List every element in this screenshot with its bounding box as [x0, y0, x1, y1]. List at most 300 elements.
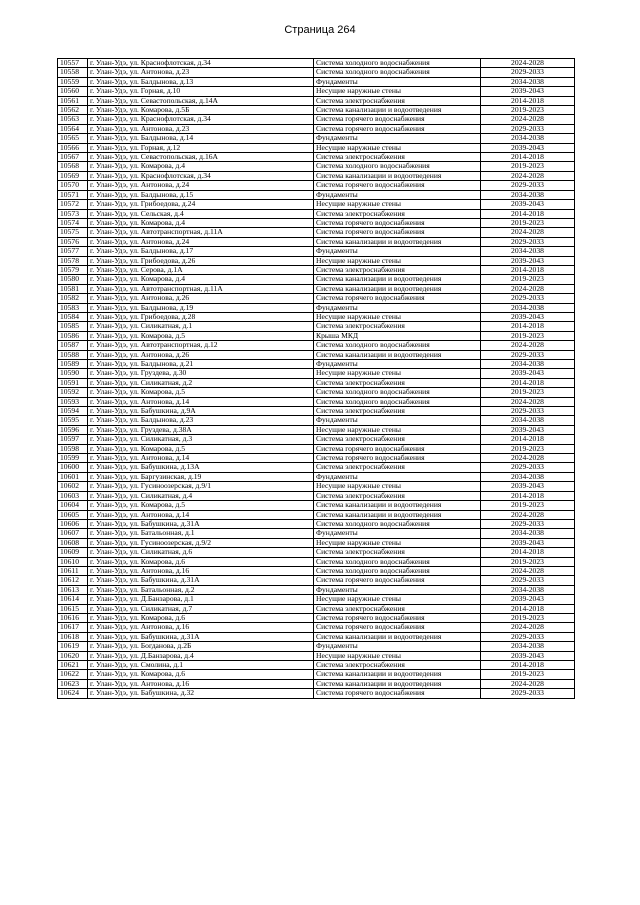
address-cell: г. Улан-Удэ, ул. Батальонная, д.1 — [88, 529, 314, 538]
repair-period-cell: 2034-2038 — [481, 529, 575, 538]
repair-period-cell: 2014-2018 — [481, 604, 575, 613]
table-row — [58, 613, 575, 622]
registry-table-body — [58, 59, 575, 699]
record-id-cell: 10561 — [58, 96, 88, 105]
record-id-cell: 10618 — [58, 632, 88, 641]
record-id-cell: 10607 — [58, 529, 88, 538]
building-system-cell: Система горячего водоснабжения — [314, 689, 481, 698]
table-row — [58, 171, 575, 180]
record-id-cell: 10559 — [58, 77, 88, 86]
record-id-cell: 10565 — [58, 134, 88, 143]
address-cell: г. Улан-Удэ, ул. Груздева, д.38А — [88, 425, 314, 434]
address-cell: г. Улан-Удэ, ул. Силикатная, д.4 — [88, 491, 314, 500]
record-id-cell: 10562 — [58, 106, 88, 115]
address-cell: г. Улан-Удэ, ул. Краснофлотская, д.34 — [88, 171, 314, 180]
table-row — [58, 341, 575, 350]
repair-period-cell: 2029-2033 — [481, 632, 575, 641]
record-id-cell: 10605 — [58, 510, 88, 519]
address-cell: г. Улан-Удэ, ул. Комарова, д.5 — [88, 388, 314, 397]
table-row — [58, 369, 575, 378]
table-row — [58, 77, 575, 86]
repair-period-cell: 2034-2038 — [481, 77, 575, 86]
building-system-cell: Несущие наружные стены — [314, 482, 481, 491]
address-cell: г. Улан-Удэ, ул. Антонова, д.14 — [88, 454, 314, 463]
record-id-cell: 10597 — [58, 435, 88, 444]
table-row — [58, 294, 575, 303]
record-id-cell: 10615 — [58, 604, 88, 613]
address-cell: г. Улан-Удэ, ул. Антонова, д.16 — [88, 679, 314, 688]
record-id-cell: 10592 — [58, 388, 88, 397]
building-system-cell: Система электроснабжения — [314, 661, 481, 670]
building-system-cell: Система холодного водоснабжения — [314, 162, 481, 171]
building-system-cell: Система электроснабжения — [314, 265, 481, 274]
address-cell: г. Улан-Удэ, ул. Комарова, д.6 — [88, 613, 314, 622]
record-id-cell: 10598 — [58, 444, 88, 453]
address-cell: г. Улан-Удэ, ул. Гусиноозерская, д.9/2 — [88, 538, 314, 547]
record-id-cell: 10616 — [58, 613, 88, 622]
building-system-cell: Несущие наружные стены — [314, 595, 481, 604]
record-id-cell: 10613 — [58, 585, 88, 594]
table-row — [58, 397, 575, 406]
address-cell: г. Улан-Удэ, ул. Бабушкина, д.31А — [88, 576, 314, 585]
table-row — [58, 68, 575, 77]
record-id-cell: 10611 — [58, 566, 88, 575]
repair-period-cell: 2029-2033 — [481, 407, 575, 416]
record-id-cell: 10591 — [58, 378, 88, 387]
repair-period-cell: 2039-2043 — [481, 651, 575, 660]
record-id-cell: 10619 — [58, 642, 88, 651]
address-cell: г. Улан-Удэ, ул. Баргузинская, д.19 — [88, 472, 314, 481]
table-row — [58, 190, 575, 199]
building-system-cell: Система электроснабжения — [314, 407, 481, 416]
address-cell: г. Улан-Удэ, ул. Смолина, д.1 — [88, 661, 314, 670]
repair-period-cell: 2019-2023 — [481, 162, 575, 171]
building-system-cell: Система канализации и водоотведения — [314, 679, 481, 688]
record-id-cell: 10579 — [58, 265, 88, 274]
building-system-cell: Система канализации и водоотведения — [314, 275, 481, 284]
table-row — [58, 519, 575, 528]
repair-period-cell: 2014-2018 — [481, 435, 575, 444]
building-system-cell: Несущие наружные стены — [314, 369, 481, 378]
repair-period-cell: 2019-2023 — [481, 613, 575, 622]
address-cell: г. Улан-Удэ, ул. Сельская, д.4 — [88, 209, 314, 218]
building-system-cell: Система канализации и водоотведения — [314, 350, 481, 359]
table-row — [58, 87, 575, 96]
table-row — [58, 472, 575, 481]
repair-period-cell: 2034-2038 — [481, 134, 575, 143]
building-system-cell: Система канализации и водоотведения — [314, 670, 481, 679]
repair-period-cell: 2014-2018 — [481, 265, 575, 274]
record-id-cell: 10571 — [58, 190, 88, 199]
address-cell: г. Улан-Удэ, ул. Балдынова, д.13 — [88, 77, 314, 86]
record-id-cell: 10614 — [58, 595, 88, 604]
building-system-cell: Система горячего водоснабжения — [314, 294, 481, 303]
building-system-cell: Фундаменты — [314, 77, 481, 86]
table-row — [58, 416, 575, 425]
table-row — [58, 312, 575, 321]
building-system-cell: Система электроснабжения — [314, 548, 481, 557]
record-id-cell: 10584 — [58, 312, 88, 321]
building-system-cell: Система холодного водоснабжения — [314, 341, 481, 350]
repair-period-cell: 2039-2043 — [481, 538, 575, 547]
repair-period-cell: 2039-2043 — [481, 595, 575, 604]
address-cell: г. Улан-Удэ, ул. Антонова, д.14 — [88, 510, 314, 519]
building-system-cell: Система электроснабжения — [314, 491, 481, 500]
page-number-header: Страница 264 — [284, 24, 356, 36]
building-system-cell: Крыша МКД — [314, 331, 481, 340]
address-cell: г. Улан-Удэ, ул. Краснофлотская, д.34 — [88, 59, 314, 68]
table-row — [58, 237, 575, 246]
record-id-cell: 10586 — [58, 331, 88, 340]
record-id-cell: 10574 — [58, 218, 88, 227]
address-cell: г. Улан-Удэ, ул. Грибоедова, д.24 — [88, 200, 314, 209]
record-id-cell: 10580 — [58, 275, 88, 284]
repair-period-cell: 2039-2043 — [481, 143, 575, 152]
repair-period-cell: 2024-2028 — [481, 397, 575, 406]
building-system-cell: Система электроснабжения — [314, 322, 481, 331]
repair-period-cell: 2024-2028 — [481, 228, 575, 237]
table-row — [58, 153, 575, 162]
repair-period-cell: 2039-2043 — [481, 256, 575, 265]
repair-period-cell: 2024-2028 — [481, 284, 575, 293]
building-system-cell: Фундаменты — [314, 642, 481, 651]
record-id-cell: 10587 — [58, 341, 88, 350]
building-system-cell: Система канализации и водоотведения — [314, 171, 481, 180]
building-system-cell: Система канализации и водоотведения — [314, 510, 481, 519]
table-row — [58, 566, 575, 575]
address-cell: г. Улан-Удэ, ул. Бабушкина, д.31А — [88, 632, 314, 641]
record-id-cell: 10603 — [58, 491, 88, 500]
table-row — [58, 265, 575, 274]
building-system-cell: Система холодного водоснабжения — [314, 59, 481, 68]
address-cell: г. Улан-Удэ, ул. Антонова, д.14 — [88, 397, 314, 406]
table-row — [58, 642, 575, 651]
record-id-cell: 10578 — [58, 256, 88, 265]
building-system-cell: Система электроснабжения — [314, 209, 481, 218]
address-cell: г. Улан-Удэ, ул. Автотранспортная, д.11А — [88, 228, 314, 237]
building-system-cell: Система горячего водоснабжения — [314, 576, 481, 585]
repair-period-cell: 2019-2023 — [481, 557, 575, 566]
record-id-cell: 10606 — [58, 519, 88, 528]
table-row — [58, 501, 575, 510]
building-system-cell: Несущие наружные стены — [314, 256, 481, 265]
repair-period-cell: 2029-2033 — [481, 68, 575, 77]
table-row — [58, 256, 575, 265]
building-system-cell: Система холодного водоснабжения — [314, 397, 481, 406]
repair-period-cell: 2024-2028 — [481, 341, 575, 350]
building-system-cell: Система холодного водоснабжения — [314, 566, 481, 575]
building-system-cell: Система канализации и водоотведения — [314, 237, 481, 246]
record-id-cell: 10589 — [58, 360, 88, 369]
repair-period-cell: 2034-2038 — [481, 360, 575, 369]
table-row — [58, 181, 575, 190]
repair-period-cell: 2039-2043 — [481, 87, 575, 96]
address-cell: г. Улан-Удэ, ул. Севастопольская, д.16А — [88, 153, 314, 162]
repair-period-cell: 2039-2043 — [481, 369, 575, 378]
table-row — [58, 463, 575, 472]
record-id-cell: 10573 — [58, 209, 88, 218]
building-system-cell: Система электроснабжения — [314, 96, 481, 105]
record-id-cell: 10624 — [58, 689, 88, 698]
table-row — [58, 632, 575, 641]
repair-period-cell: 2014-2018 — [481, 491, 575, 500]
building-system-cell: Система канализации и водоотведения — [314, 501, 481, 510]
repair-period-cell: 2019-2023 — [481, 388, 575, 397]
repair-period-cell: 2019-2023 — [481, 444, 575, 453]
record-id-cell: 10620 — [58, 651, 88, 660]
repair-period-cell: 2034-2038 — [481, 190, 575, 199]
address-cell: г. Улан-Удэ, ул. Бабушкина, д.32 — [88, 689, 314, 698]
record-id-cell: 10569 — [58, 171, 88, 180]
address-cell: г. Улан-Удэ, ул. Антонова, д.24 — [88, 181, 314, 190]
repair-period-cell: 2034-2038 — [481, 303, 575, 312]
address-cell: г. Улан-Удэ, ул. Комарова, д.5Б — [88, 106, 314, 115]
table-row — [58, 548, 575, 557]
table-row — [58, 585, 575, 594]
record-id-cell: 10567 — [58, 153, 88, 162]
record-id-cell: 10570 — [58, 181, 88, 190]
table-row — [58, 425, 575, 434]
record-id-cell: 10609 — [58, 548, 88, 557]
repair-period-cell: 2014-2018 — [481, 96, 575, 105]
address-cell: г. Улан-Удэ, ул. Антонова, д.23 — [88, 124, 314, 133]
address-cell: г. Улан-Удэ, ул. Груздева, д.30 — [88, 369, 314, 378]
table-row — [58, 407, 575, 416]
building-system-cell: Система горячего водоснабжения — [314, 623, 481, 632]
record-id-cell: 10585 — [58, 322, 88, 331]
record-id-cell: 10608 — [58, 538, 88, 547]
table-row — [58, 388, 575, 397]
address-cell: г. Улан-Удэ, ул. Бабушкина, д.31А — [88, 519, 314, 528]
building-system-cell: Система электроснабжения — [314, 604, 481, 613]
address-cell: г. Улан-Удэ, ул. Комарова, д.6 — [88, 557, 314, 566]
table-row — [58, 482, 575, 491]
building-system-cell: Фундаменты — [314, 303, 481, 312]
record-id-cell: 10583 — [58, 303, 88, 312]
address-cell: г. Улан-Удэ, ул. Силикатная, д.2 — [88, 378, 314, 387]
building-system-cell: Система электроснабжения — [314, 435, 481, 444]
building-system-cell: Фундаменты — [314, 134, 481, 143]
repair-period-cell: 2014-2018 — [481, 209, 575, 218]
repair-period-cell: 2024-2028 — [481, 115, 575, 124]
table-row — [58, 491, 575, 500]
table-row — [58, 275, 575, 284]
building-system-cell: Фундаменты — [314, 416, 481, 425]
table-row — [58, 679, 575, 688]
address-cell: г. Улан-Удэ, ул. Серова, д.1А — [88, 265, 314, 274]
table-row — [58, 228, 575, 237]
repair-period-cell: 2019-2023 — [481, 275, 575, 284]
building-system-cell: Система холодного водоснабжения — [314, 519, 481, 528]
record-id-cell: 10601 — [58, 472, 88, 481]
repair-period-cell: 2034-2038 — [481, 642, 575, 651]
address-cell: г. Улан-Удэ, ул. Комарова, д.6 — [88, 670, 314, 679]
building-system-cell: Несущие наружные стены — [314, 87, 481, 96]
building-system-cell: Система горячего водоснабжения — [314, 218, 481, 227]
record-id-cell: 10563 — [58, 115, 88, 124]
repair-period-cell: 2029-2033 — [481, 350, 575, 359]
table-row — [58, 538, 575, 547]
record-id-cell: 10558 — [58, 68, 88, 77]
record-id-cell: 10557 — [58, 59, 88, 68]
address-cell: г. Улан-Удэ, ул. Антонова, д.16 — [88, 566, 314, 575]
record-id-cell: 10568 — [58, 162, 88, 171]
repair-period-cell: 2034-2038 — [481, 416, 575, 425]
record-id-cell: 10564 — [58, 124, 88, 133]
table-row — [58, 689, 575, 698]
repair-period-cell: 2029-2033 — [481, 181, 575, 190]
table-row — [58, 576, 575, 585]
building-system-cell: Фундаменты — [314, 529, 481, 538]
building-system-cell: Система горячего водоснабжения — [314, 228, 481, 237]
building-system-cell: Система электроснабжения — [314, 153, 481, 162]
record-id-cell: 10621 — [58, 661, 88, 670]
record-id-cell: 10594 — [58, 407, 88, 416]
building-system-cell: Фундаменты — [314, 360, 481, 369]
building-system-cell: Система горячего водоснабжения — [314, 181, 481, 190]
repair-period-cell: 2034-2038 — [481, 247, 575, 256]
repair-period-cell: 2024-2028 — [481, 623, 575, 632]
address-cell: г. Улан-Удэ, ул. Балдынова, д.17 — [88, 247, 314, 256]
table-row — [58, 454, 575, 463]
building-system-cell: Система электроснабжения — [314, 463, 481, 472]
building-system-cell: Фундаменты — [314, 472, 481, 481]
address-cell: г. Улан-Удэ, ул. Горная, д.12 — [88, 143, 314, 152]
repair-period-cell: 2024-2028 — [481, 171, 575, 180]
record-id-cell: 10604 — [58, 501, 88, 510]
record-id-cell: 10596 — [58, 425, 88, 434]
address-cell: г. Улан-Удэ, ул. Балдынова, д.19 — [88, 303, 314, 312]
record-id-cell: 10566 — [58, 143, 88, 152]
record-id-cell: 10593 — [58, 397, 88, 406]
repair-period-cell: 2039-2043 — [481, 425, 575, 434]
record-id-cell: 10623 — [58, 679, 88, 688]
repair-period-cell: 2029-2033 — [481, 519, 575, 528]
address-cell: г. Улан-Удэ, ул. Краснофлотская, д.34 — [88, 115, 314, 124]
address-cell: г. Улан-Удэ, ул. Силикатная, д.3 — [88, 435, 314, 444]
table-row — [58, 200, 575, 209]
address-cell: г. Улан-Удэ, ул. Силикатная, д.6 — [88, 548, 314, 557]
record-id-cell: 10610 — [58, 557, 88, 566]
repair-period-cell: 2029-2033 — [481, 294, 575, 303]
repair-period-cell: 2029-2033 — [481, 124, 575, 133]
record-id-cell: 10572 — [58, 200, 88, 209]
record-id-cell: 10560 — [58, 87, 88, 96]
building-system-cell: Система горячего водоснабжения — [314, 454, 481, 463]
building-system-cell: Несущие наружные стены — [314, 312, 481, 321]
address-cell: г. Улан-Удэ, ул. Балдынова, д.23 — [88, 416, 314, 425]
record-id-cell: 10599 — [58, 454, 88, 463]
table-row — [58, 595, 575, 604]
address-cell: г. Улан-Удэ, ул. Богданова, д.2Б — [88, 642, 314, 651]
building-system-cell: Фундаменты — [314, 190, 481, 199]
table-row — [58, 115, 575, 124]
address-cell: г. Улан-Удэ, ул. Д.Банзарова, д.1 — [88, 595, 314, 604]
table-row — [58, 444, 575, 453]
building-system-cell: Система канализации и водоотведения — [314, 106, 481, 115]
table-row — [58, 322, 575, 331]
record-id-cell: 10581 — [58, 284, 88, 293]
table-row — [58, 143, 575, 152]
address-cell: г. Улан-Удэ, ул. Балдынова, д.14 — [88, 134, 314, 143]
building-system-cell: Система канализации и водоотведения — [314, 284, 481, 293]
table-row — [58, 510, 575, 519]
repair-period-cell: 2029-2033 — [481, 576, 575, 585]
table-row — [58, 303, 575, 312]
address-cell: г. Улан-Удэ, ул. Комарова, д.4 — [88, 275, 314, 284]
repair-period-cell: 2014-2018 — [481, 153, 575, 162]
address-cell: г. Улан-Удэ, ул. Антонова, д.16 — [88, 623, 314, 632]
repair-period-cell: 2014-2018 — [481, 378, 575, 387]
repair-period-cell: 2024-2028 — [481, 679, 575, 688]
table-row — [58, 661, 575, 670]
record-id-cell: 10612 — [58, 576, 88, 585]
building-system-cell: Несущие наружные стены — [314, 143, 481, 152]
building-system-cell: Система холодного водоснабжения — [314, 557, 481, 566]
record-id-cell: 10622 — [58, 670, 88, 679]
building-system-cell: Несущие наружные стены — [314, 538, 481, 547]
repair-period-cell: 2039-2043 — [481, 200, 575, 209]
repair-period-cell: 2029-2033 — [481, 463, 575, 472]
address-cell: г. Улан-Удэ, ул. Грибоедова, д.28 — [88, 312, 314, 321]
address-cell: г. Улан-Удэ, ул. Гусиноозерская, д.9/1 — [88, 482, 314, 491]
building-system-cell: Система горячего водоснабжения — [314, 613, 481, 622]
repair-period-cell: 2024-2028 — [481, 59, 575, 68]
table-row — [58, 134, 575, 143]
address-cell: г. Улан-Удэ, ул. Бабушкина, д.13А — [88, 463, 314, 472]
table-row — [58, 106, 575, 115]
address-cell: г. Улан-Удэ, ул. Грибоедова, д.26 — [88, 256, 314, 265]
record-id-cell: 10582 — [58, 294, 88, 303]
table-row — [58, 162, 575, 171]
building-system-cell: Система канализации и водоотведения — [314, 632, 481, 641]
building-system-cell: Несущие наружные стены — [314, 200, 481, 209]
record-id-cell: 10588 — [58, 350, 88, 359]
table-row — [58, 529, 575, 538]
address-cell: г. Улан-Удэ, ул. Батальонная, д.2 — [88, 585, 314, 594]
registry-table — [57, 58, 575, 699]
building-system-cell: Несущие наружные стены — [314, 651, 481, 660]
repair-period-cell: 2039-2043 — [481, 312, 575, 321]
table-row — [58, 247, 575, 256]
building-system-cell: Фундаменты — [314, 247, 481, 256]
record-id-cell: 10576 — [58, 237, 88, 246]
repair-period-cell: 2019-2023 — [481, 331, 575, 340]
repair-period-cell: 2019-2023 — [481, 106, 575, 115]
repair-period-cell: 2019-2023 — [481, 501, 575, 510]
repair-period-cell: 2029-2033 — [481, 689, 575, 698]
record-id-cell: 10595 — [58, 416, 88, 425]
record-id-cell: 10577 — [58, 247, 88, 256]
record-id-cell: 10617 — [58, 623, 88, 632]
address-cell: г. Улан-Удэ, ул. Комарова, д.5 — [88, 444, 314, 453]
repair-period-cell: 2014-2018 — [481, 661, 575, 670]
table-row — [58, 360, 575, 369]
address-cell: г. Улан-Удэ, ул. Автотранспортная, д.11А — [88, 284, 314, 293]
address-cell: г. Улан-Удэ, ул. Антонова, д.24 — [88, 237, 314, 246]
table-row — [58, 59, 575, 68]
table-row — [58, 284, 575, 293]
address-cell: г. Улан-Удэ, ул. Автотранспортная, д.12 — [88, 341, 314, 350]
repair-period-cell: 2029-2033 — [481, 237, 575, 246]
building-system-cell: Фундаменты — [314, 585, 481, 594]
building-system-cell: Система холодного водоснабжения — [314, 388, 481, 397]
address-cell: г. Улан-Удэ, ул. Антонова, д.26 — [88, 350, 314, 359]
repair-period-cell: 2014-2018 — [481, 322, 575, 331]
address-cell: г. Улан-Удэ, ул. Д.Банзарова, д.4 — [88, 651, 314, 660]
repair-period-cell: 2039-2043 — [481, 482, 575, 491]
repair-period-cell: 2034-2038 — [481, 472, 575, 481]
